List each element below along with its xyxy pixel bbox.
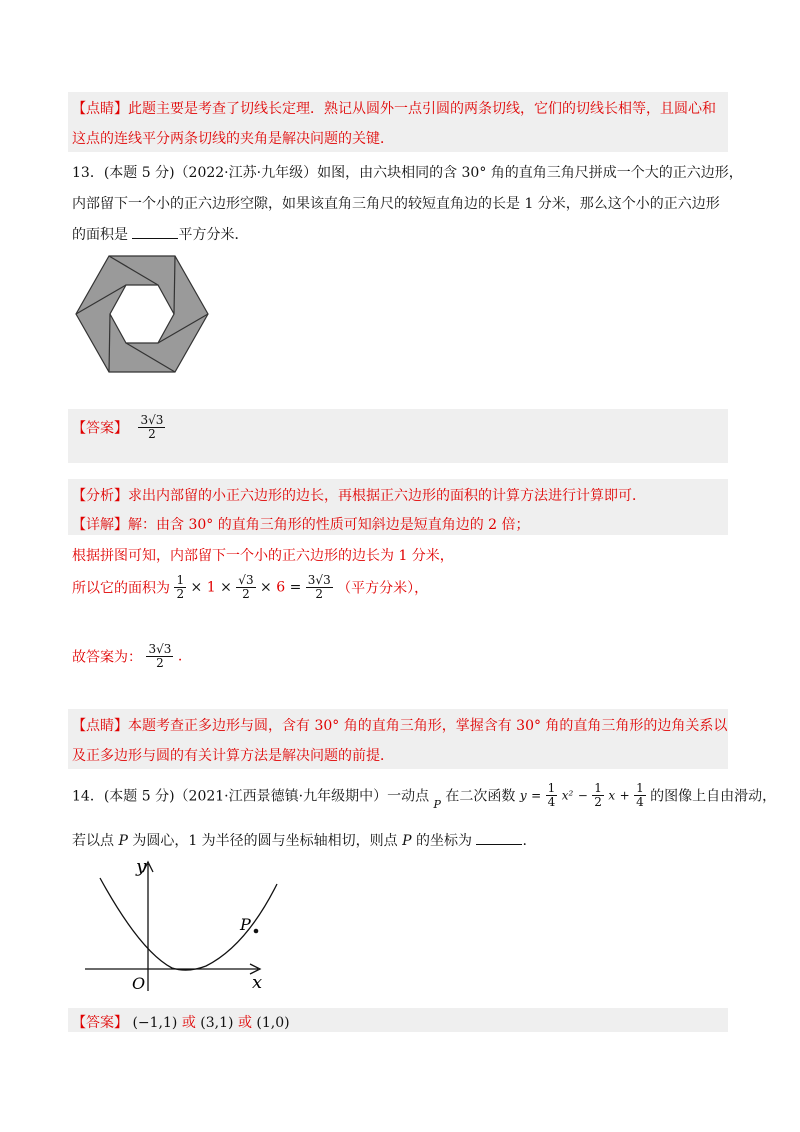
q14-func-f3 <box>634 782 646 809</box>
q14-line1-a: 14．(本题 5 分)（2021·江西景德镇·九年级期中）一动点 <box>72 788 430 805</box>
q13-final-num: 3√3 <box>148 642 172 656</box>
q14-func-f2 <box>592 782 604 809</box>
q13-line3-unit: 平方分米． <box>178 227 249 243</box>
q14-func-f1-den: 4 <box>547 795 556 809</box>
q14-ans1: (−1,1) <box>132 1015 178 1031</box>
q13-line3-text: 的面积是 <box>72 227 128 243</box>
q13-final-suffix: . <box>177 648 183 665</box>
q13-area-one: 1 <box>206 579 216 596</box>
q14-func-f2-den: 2 <box>594 795 602 809</box>
q13-answer-num: 3√3 <box>140 413 164 427</box>
prev-dianjing-line1 <box>72 98 716 118</box>
q14-ans3: (1,0) <box>256 1015 290 1031</box>
q13-area-f2-num: √3 <box>238 573 254 587</box>
q14-line2-a: 若以点 <box>72 833 114 849</box>
q13-area-times1: × <box>190 579 203 596</box>
q14-line1-p: P <box>433 797 441 811</box>
q14-answer-blank <box>476 832 522 845</box>
q14-func-x2: x² <box>561 788 574 803</box>
q13-final-frac <box>146 643 173 670</box>
q13-line3 <box>72 224 248 244</box>
q13-xiangjie-tag: 【详解】 <box>72 517 128 533</box>
q13-pintu: 根据拼图可知，内部留下一个小的正六边形的边长为 1 分米， <box>72 548 454 564</box>
q13-answer-frac <box>138 414 165 441</box>
q13-final <box>72 643 182 670</box>
q14-func-f2-num: 1 <box>594 781 602 795</box>
q14-func-f1-num: 1 <box>547 781 556 795</box>
q13-xiangjie-text: 解：由含 30° 的直角三角形的性质可知斜边是短直角边的 2 倍； <box>128 517 530 533</box>
q14-or2: 或 <box>237 1015 252 1031</box>
q14-func-y: y <box>519 788 527 803</box>
q14-line2-c: 的坐标为 <box>416 833 473 849</box>
prev-dianjing-text1: 此题主要是考查了切线长定理．熟记从圆外一点引圆的两条切线，它们的切线长相等，且圆心和 <box>128 101 716 117</box>
q14-func-eq: = <box>531 788 542 803</box>
q13-area-f1 <box>174 574 186 601</box>
q14-func-x: x <box>608 788 616 803</box>
q14-answer <box>72 1012 290 1032</box>
q13-dianjing-tag: 【点睛】 <box>72 718 128 734</box>
q14-or1: 或 <box>181 1015 196 1031</box>
q13-xiangjie <box>72 514 530 534</box>
q14-line1-c: 的图像上自由滑动， <box>650 788 777 805</box>
q14-line2-p2: P <box>402 833 412 849</box>
prev-dianjing-tag: 【点睛】 <box>72 101 128 117</box>
q14-func-f1 <box>546 782 558 809</box>
q14-line1 <box>72 782 776 809</box>
q14-line2-p: P <box>118 833 128 849</box>
q13-area-times2: × <box>220 579 232 596</box>
x-label: x <box>252 972 263 993</box>
q13-fenxi-tag: 【分析】 <box>72 488 128 504</box>
q14-ans2: (3,1) <box>200 1015 234 1031</box>
q13-area-times3: × <box>260 579 272 596</box>
q14-func-minus: − <box>577 788 588 803</box>
point-p <box>254 929 259 934</box>
q13-fenxi <box>72 485 646 505</box>
q14-func-f3-den: 4 <box>636 795 644 809</box>
q13-fenxi-text: 求出内部留的小正六边形的边长，再根据正六边形的面积的计算方法进行计算即可． <box>128 488 646 504</box>
q13-area-f3-den: 2 <box>315 587 324 601</box>
q13-final-den: 2 <box>156 656 164 670</box>
q14-line2 <box>72 830 527 850</box>
hexagon-figure <box>74 252 210 376</box>
q14-line2-b: 为圆心，1 为半径的圆与坐标轴相切，则点 <box>132 833 398 849</box>
q13-line1: 13．(本题 5 分)（2022·江苏·九年级）如图，由六块相同的含 30° 角的直角三角尺拼成一个大的正六边形， <box>72 165 743 181</box>
q14-func-f3-num: 1 <box>636 781 644 795</box>
q13-area-f1-num: 1 <box>176 573 185 587</box>
prev-dianjing-line2: 这点的连线平分两条切线的夹角是解决问题的关键． <box>72 131 394 147</box>
q13-area-f1-den: 2 <box>176 587 185 601</box>
q13-dianjing-line2: 及正多边形与圆的有关计算方法是解决问题的前提． <box>72 748 394 764</box>
q13-answer-tag: 【答案】 <box>72 420 128 437</box>
q13-area-eq: = <box>289 579 302 596</box>
q14-answer-tag: 【答案】 <box>72 1015 128 1031</box>
p-label: P <box>240 915 251 934</box>
answer-blank <box>132 226 178 239</box>
parabola-graph <box>80 856 280 996</box>
q13-area <box>72 574 428 601</box>
q13-final-prefix: 故答案为： <box>72 649 142 666</box>
q13-area-f2 <box>236 574 255 601</box>
q13-area-f3 <box>306 574 333 601</box>
q13-area-prefix: 所以它的面积为 <box>72 580 170 597</box>
q13-answer-den: 2 <box>148 427 156 441</box>
q14-func-plus: + <box>619 788 630 803</box>
q13-dianjing-text1: 本题考查正多边形与圆，含有 30° 角的直角三角形，掌握含有 30° 角的直角三角形的边角关系以 <box>128 718 728 734</box>
q13-area-six: 6 <box>276 579 286 596</box>
q14-line1-b: 在二次函数 <box>445 788 516 805</box>
q13-dianjing-line1 <box>72 715 727 735</box>
q14-line2-d: . <box>522 833 527 849</box>
q13-answer-box <box>68 409 728 463</box>
q13-line2: 内部留下一个小的正六边形空隙，如果该直角三角尺的较短直角边的长是 1 分米，那么这个小的正六边形 <box>72 196 720 212</box>
q13-area-unit: （平方分米）， <box>337 580 429 597</box>
q13-area-f3-num: 3√3 <box>307 573 331 587</box>
y-label: y <box>136 856 147 877</box>
origin-label: O <box>132 974 146 993</box>
q13-area-f2-den: 2 <box>242 587 250 601</box>
q13-answer <box>72 414 165 441</box>
